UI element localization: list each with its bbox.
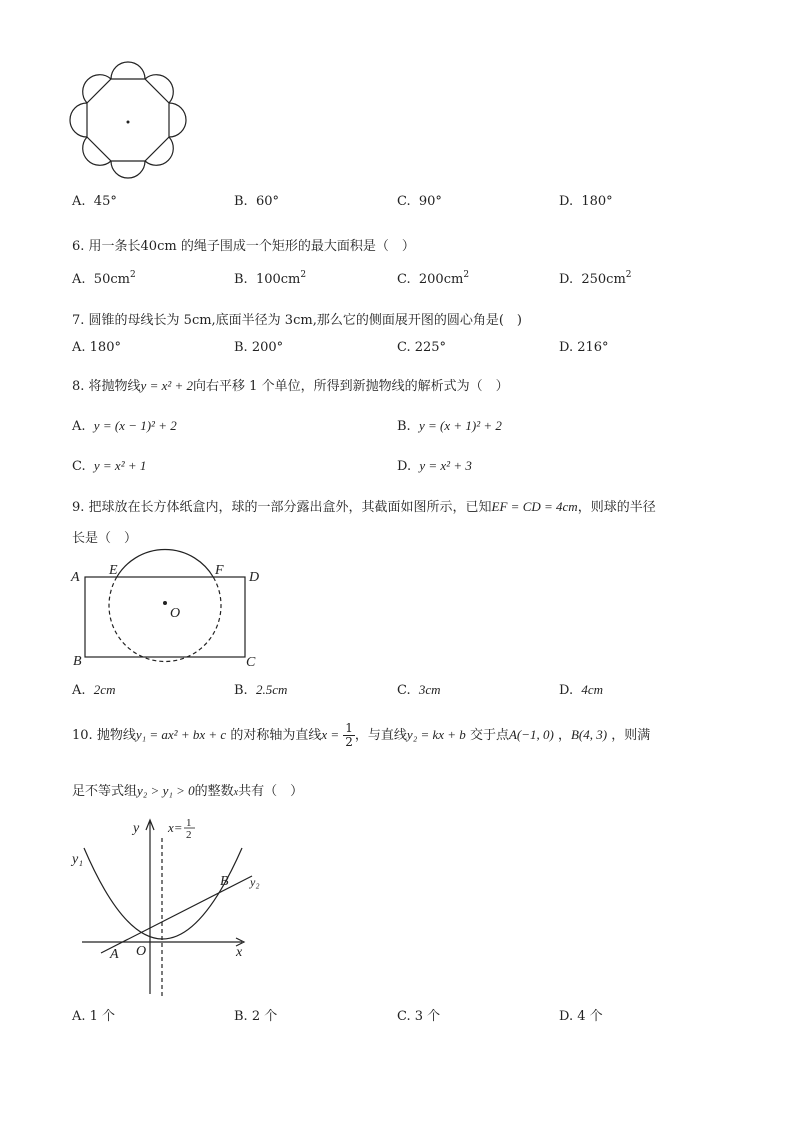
option-exponent: 2 xyxy=(300,270,307,280)
option-expression: y = x² + 1 xyxy=(93,458,147,473)
q9-option-a xyxy=(72,682,115,698)
stem-text: 的整数 xyxy=(194,784,234,799)
q6-option-b xyxy=(234,272,306,287)
option-value: 2cm xyxy=(93,682,116,697)
label-c: C xyxy=(246,655,256,670)
stem-inequality: y₂ > y₁ > 0 xyxy=(137,783,195,798)
label-y-axis: y xyxy=(133,821,140,836)
q6-stem: 6. 用一条长40cm 的绳子围成一个矩形的最大面积是（ ） xyxy=(72,239,415,254)
option-letter: B. xyxy=(234,272,248,287)
fraction-denominator: 2 xyxy=(345,735,353,749)
q6-option-c xyxy=(397,272,469,287)
point-a: A(−1, 0) xyxy=(508,727,554,742)
q9-option-b xyxy=(234,682,287,698)
option-letter: A. xyxy=(72,419,86,434)
q8-option-b xyxy=(397,418,502,434)
q9-option-d xyxy=(559,682,603,698)
stem-variable: x xyxy=(233,787,239,798)
label-a: A xyxy=(110,947,119,962)
option-text: 45° xyxy=(93,194,117,209)
q8-option-d xyxy=(397,458,472,474)
option-expression: y = (x − 1)² + 2 xyxy=(93,418,177,433)
q10-stem-line1 xyxy=(72,720,650,751)
stem-text: 向右平移 1 个单位，所得到新抛物线的解析式为（ ） xyxy=(193,379,509,394)
q10-option-a: A. 1 个 xyxy=(72,1009,116,1024)
stem-text: 共有（ ） xyxy=(238,784,304,799)
option-exponent: 2 xyxy=(625,270,632,280)
option-letter: A. xyxy=(72,194,86,209)
label-origin: O xyxy=(136,944,147,959)
axis-equation: x = xyxy=(321,727,340,742)
q7-option-b: B. 200° xyxy=(234,340,284,355)
stem-equation: y = x² + 2 xyxy=(140,378,194,393)
option-value: 250cm xyxy=(581,272,626,287)
stem-text: ，则满 xyxy=(611,728,651,743)
stem-equation: EF = CD = 4cm xyxy=(491,499,578,514)
stem-text: 抛物线 xyxy=(96,728,136,743)
stem-text: 8. 将抛物线 xyxy=(72,379,141,394)
label-sym-num: 1 xyxy=(186,817,192,829)
stem-text: ，与直线 xyxy=(354,728,407,743)
label-a: A xyxy=(71,570,80,585)
q9-stem-line2: 长是（ ） xyxy=(72,531,138,546)
label-b: B xyxy=(220,874,229,889)
option-letter: C. xyxy=(72,459,86,474)
label-e: E xyxy=(109,563,118,578)
option-letter: D. xyxy=(397,459,412,474)
q5-option-d xyxy=(559,194,613,209)
stem-text: ，则球的半径 xyxy=(577,500,656,515)
question-number: 10. xyxy=(72,728,93,743)
q5-option-a xyxy=(72,194,117,209)
option-letter: B. xyxy=(234,194,248,209)
label-y1: y₁ xyxy=(72,852,84,867)
q7-option-a: A. 180° xyxy=(72,340,121,355)
q9-option-c xyxy=(397,682,441,698)
q8-stem xyxy=(72,375,509,394)
q10-option-c: C. 3 个 xyxy=(397,1009,441,1024)
stem-text: 足不等式组 xyxy=(72,784,138,799)
option-letter: C. xyxy=(397,194,411,209)
stem-text: 9. 把球放在长方体纸盒内，球的一部分露出盒外，其截面如图所示，已知 xyxy=(72,500,492,515)
point-b: B(4, 3) xyxy=(570,727,608,742)
ball-arc-solid xyxy=(117,550,213,577)
option-letter: C. xyxy=(397,683,411,698)
stem-equation: y₂ = kx + b xyxy=(406,727,466,742)
option-value: 4cm xyxy=(581,682,604,697)
center-dot xyxy=(163,601,167,605)
label-b: B xyxy=(73,654,82,669)
label-y2: y₂ xyxy=(250,875,260,889)
option-letter: A. xyxy=(72,683,86,698)
q9-figure xyxy=(68,548,268,668)
q8-option-a xyxy=(72,418,177,434)
q8-option-c xyxy=(72,458,146,474)
option-letter: C. xyxy=(397,272,411,287)
label-x-axis: x xyxy=(236,945,243,960)
option-letter: D. xyxy=(559,683,574,698)
option-letter: D. xyxy=(559,194,574,209)
option-text: 180° xyxy=(581,194,613,209)
q10-stem-line2 xyxy=(72,780,303,799)
option-letter: A. xyxy=(72,272,86,287)
label-sym-den: 2 xyxy=(186,829,192,841)
q5-option-b xyxy=(234,194,279,209)
option-letter: B. xyxy=(234,683,248,698)
stem-text: 的对称轴为直线 xyxy=(230,728,322,743)
option-text: 60° xyxy=(255,194,279,209)
q5-figure xyxy=(70,66,190,176)
option-value: 200cm xyxy=(418,272,464,287)
option-exponent: 2 xyxy=(463,270,470,280)
option-text: 90° xyxy=(418,194,442,209)
q7-option-c: C. 225° xyxy=(397,340,447,355)
q6-option-a xyxy=(72,272,136,287)
q6-option-d xyxy=(559,272,632,287)
option-value: 50cm xyxy=(93,272,130,287)
option-value: 100cm xyxy=(255,272,301,287)
stem-equation: y₁ = ax² + bx + c xyxy=(135,727,227,742)
label-o: O xyxy=(170,606,181,621)
fraction xyxy=(343,722,355,749)
q5-option-c xyxy=(397,194,442,209)
q7-stem: 7. 圆锥的母线长为 5cm,底面半径为 3cm,那么它的侧面展开图的圆心角是( ) xyxy=(72,313,522,328)
q10-option-d: D. 4 个 xyxy=(559,1009,603,1024)
q9-stem-line1 xyxy=(72,496,656,515)
stem-text: ， xyxy=(557,728,571,743)
q10-option-b: B. 2 个 xyxy=(234,1009,278,1024)
option-letter: B. xyxy=(397,419,411,434)
box-rectangle xyxy=(85,577,245,657)
ball-arc-dashed xyxy=(109,577,221,662)
label-d: D xyxy=(249,570,260,585)
label-f: F xyxy=(215,563,224,578)
fraction-numerator: 1 xyxy=(345,721,353,735)
label-sym-left: x= xyxy=(168,820,183,835)
option-expression: y = x² + 3 xyxy=(419,458,472,473)
option-exponent: 2 xyxy=(129,270,136,280)
option-letter: D. xyxy=(559,272,574,287)
option-value: 3cm xyxy=(418,682,441,697)
q7-option-d: D. 216° xyxy=(559,340,609,355)
q10-figure xyxy=(68,812,268,1002)
option-value: 2.5cm xyxy=(255,682,288,697)
option-expression: y = (x + 1)² + 2 xyxy=(418,418,502,433)
stem-text: 交于点 xyxy=(469,728,509,743)
